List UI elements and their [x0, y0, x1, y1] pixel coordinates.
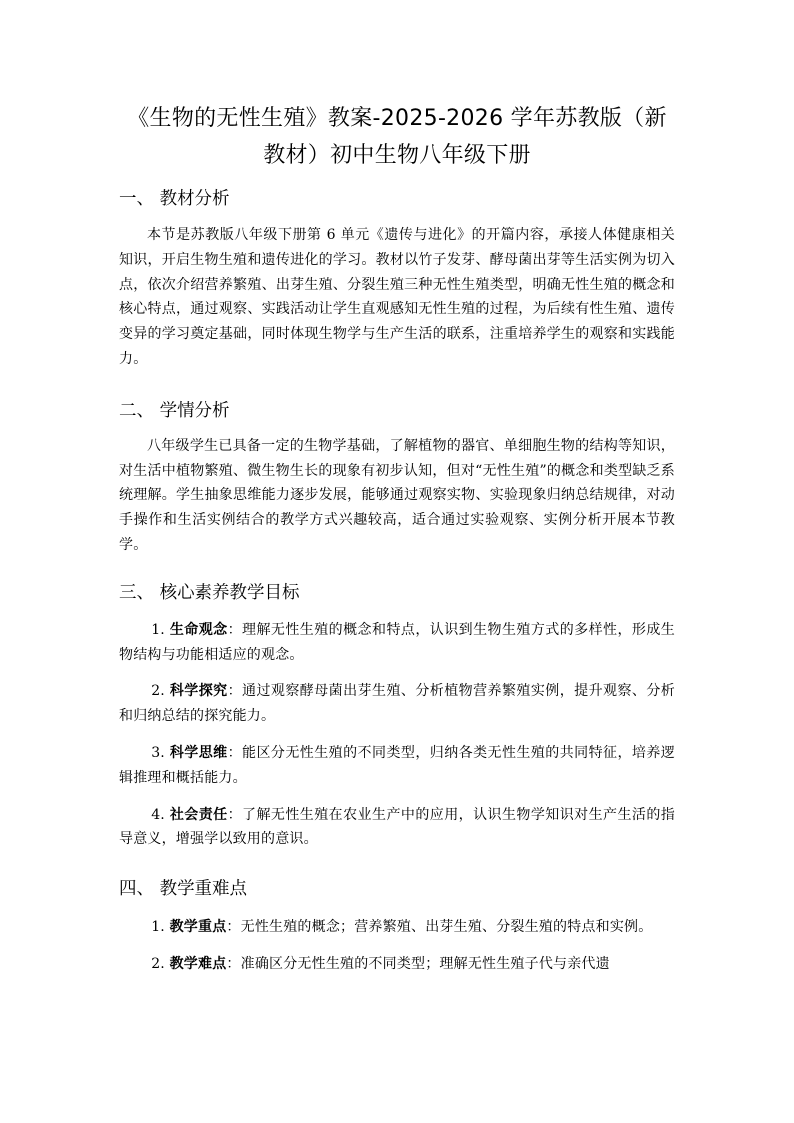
objective-text: ：了解无性生殖在农业生产中的应用，认识生物学知识对生产生活的指导意义，增强学以致用的意识。 [119, 806, 675, 848]
key-point-text: ：无性生殖的概念；营养繁殖、出芽生殖、分裂生殖的特点和实例。 [226, 919, 653, 936]
objective-label: 科学探究 [169, 683, 228, 700]
objective-label: 社会责任 [169, 806, 228, 823]
objective-number: 3. [151, 744, 165, 761]
objective-label: 生命观念 [169, 621, 228, 638]
key-point-item [119, 915, 675, 940]
objective-number: 4. [151, 806, 165, 823]
document-title [119, 100, 675, 174]
difficult-point-text: ：准确区分无性生殖的不同类型；理解无性生殖子代与亲代遗 [226, 955, 610, 972]
objective-text: ：通过观察酵母菌出芽生殖、分析植物营养繁殖实例，提升观察、分析和归纳总结的探究能力。 [119, 683, 675, 725]
difficult-point-number: 2. [151, 955, 165, 972]
section-heading-key-difficult-points: 四、 教学重难点 [119, 879, 248, 900]
section-paragraph-student-analysis: 八年级学生已具备一定的生物学基础，了解植物的器官、单细胞生物的结构等知识，对生活中植物繁殖、微生物生长的现象有初步认知，但对“无性生殖”的概念和类型缺乏系统理解。学生抽象思维能力逐步发展，能够通过观察实物、实验现象归纳总结规律，对动手操作和生活实例结合的教学方式兴趣较高，适合通过实验观察、实例分析开展本节教学。 [119, 437, 675, 553]
objective-number: 2. [151, 683, 165, 700]
section-heading-teaching-objectives: 三、 核心素养教学目标 [119, 582, 300, 603]
key-point-number: 1. [151, 919, 165, 936]
section-heading-student-analysis: 二、 学情分析 [119, 400, 230, 421]
document-page [119, 100, 675, 977]
section-paragraph-textbook-analysis: 本节是苏教版八年级下册第 6 单元《遗传与进化》的开篇内容，承接人体健康相关知识，开启生物生殖和遗传进化的学习。教材以竹子发芽、酵母菌出芽等生活实例为切入点，依次介绍营养繁殖、出芽生殖、分裂生殖三种无性生殖类型，明确无性生殖的概念和核心特点，通过观察、实践活动让学生直观感知无性生殖的过程，为后续有性生殖、遗传变异的学习奠定基础，同时体现生物学与生产生活的联系，注重培养学生的观察和实践能力。 [119, 227, 675, 367]
objective-label: 科学思维 [169, 744, 228, 761]
objective-item-scientific-inquiry [119, 679, 675, 729]
difficult-point-label: 教学难点 [169, 955, 227, 972]
objective-text: ：理解无性生殖的概念和特点，认识到生物生殖方式的多样性，形成生物结构与功能相适应的观念。 [119, 621, 675, 663]
difficult-point-item [119, 952, 675, 977]
objective-number: 1. [151, 621, 165, 638]
objective-item-life-concept [119, 618, 675, 668]
objective-item-social-responsibility [119, 803, 675, 853]
objective-text: ：能区分无性生殖的不同类型，归纳各类无性生殖的共同特征，培养逻辑推理和概括能力。 [119, 744, 675, 786]
section-heading-textbook-analysis: 一、 教材分析 [119, 189, 230, 209]
key-point-label: 教学重点 [169, 919, 227, 936]
objective-item-scientific-thinking [119, 741, 675, 791]
document-title-line-2: 教材）初中生物八年级下册 [263, 143, 531, 168]
document-title-line-1: 《生物的无性生殖》教案-2025-2026 学年苏教版（新 [127, 106, 667, 131]
